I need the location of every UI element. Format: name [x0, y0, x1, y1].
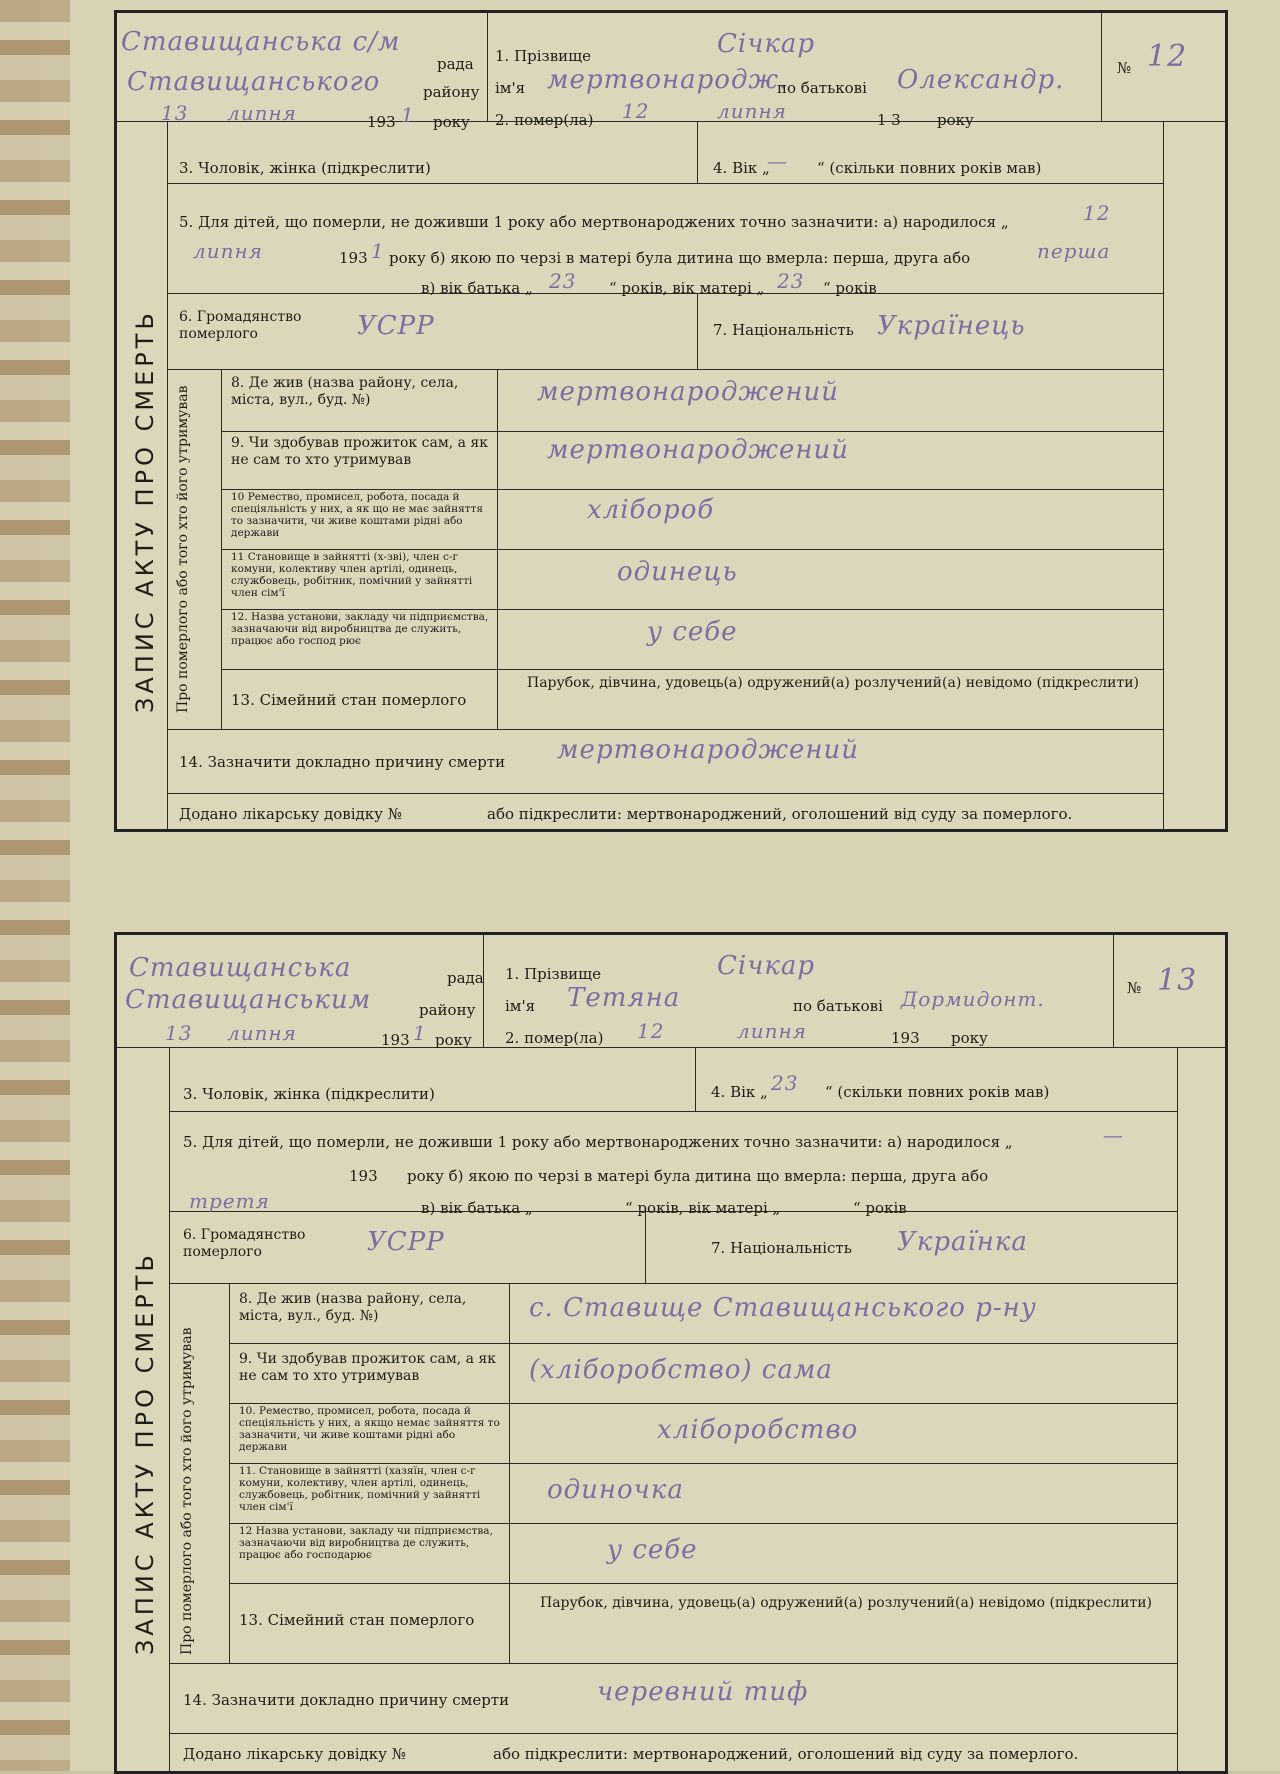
hw-number: 13 [1157, 963, 1198, 998]
patronymic-label: по батькові [793, 997, 883, 1015]
died-year: 193 [891, 1029, 920, 1047]
hw-workplace: у себе [607, 1535, 698, 1565]
hw-date-month: липня [227, 1021, 297, 1045]
field-6: 6. Громадянство померлого [179, 309, 302, 342]
hw-number: 12 [1147, 39, 1188, 74]
field-5-b: 193 [339, 249, 368, 267]
hw5-born: — [1103, 1123, 1124, 1147]
field-14: 14. Зазначити докладно причину смерти [179, 753, 506, 771]
field-11: 11. Становище в зайнятті (хазяїн, член с-г комуни, колективу, член артілі, одинець, службовець, робітник, помічний у зайнятті член сім'ї [239, 1465, 481, 1513]
hw-surname: Січкар [717, 29, 816, 59]
field-12: 12. Назва установи, закладу чи підприємства, зазначаючи від виробництва де служить, працює або господ рює [231, 611, 489, 647]
hw-name: мертвонародж. [547, 65, 789, 95]
hw-rada: Ставищанська с/м [121, 27, 401, 57]
field-3: 3. Чоловік, жінка (підкреслити) [183, 1085, 435, 1103]
hw-died-month: липня [717, 99, 787, 123]
footer-b: або підкреслити: мертвонароджений, оголошений від суду за померлого. [487, 805, 1073, 823]
field-5-b: 193 [349, 1167, 378, 1185]
hw5-mother: 23 [777, 269, 805, 293]
field-4-a: 4. Вік „ [711, 1083, 768, 1101]
hw-citizenship: УСРР [367, 1227, 445, 1257]
hw-age: 23 [771, 1071, 799, 1095]
hw-raion: Ставищанським [125, 985, 372, 1015]
rada-label: рада [437, 55, 474, 73]
side-title: ЗАПИС АКТУ ПРО СМЕРТЬ [131, 1251, 159, 1655]
hw5-month: липня [193, 239, 263, 263]
footer-a: Додано лікарську довідку № [179, 805, 402, 823]
hw-died-day: 12 [622, 99, 650, 123]
field-5-f: “ років [823, 279, 877, 297]
year-prefix: 193 [381, 1031, 410, 1049]
surname-label: 1. Прізвище [505, 965, 602, 983]
name-label: ім'я [505, 997, 536, 1015]
side-subtitle: Про померлого або того хто його утримував [179, 1327, 195, 1655]
died-year-suffix: року [937, 111, 974, 129]
field-7: 7. Національність [711, 1239, 852, 1257]
field-9: 9. Чи здобував прожиток сам, а як не сам то хто утримував [239, 1351, 496, 1384]
hw-date-day: 13 [165, 1021, 193, 1045]
patronymic-label: по батькові [777, 79, 867, 97]
field-13: 13. Сімейний стан померлого [239, 1611, 475, 1629]
hw-residence: с. Ставище Ставищанського р-ну [529, 1293, 1037, 1323]
hw-rada: Ставищанська [129, 953, 352, 983]
hw5-year: 1 [371, 239, 385, 263]
field-4-a: 4. Вік „ [713, 159, 770, 177]
rada-label: рада [447, 969, 484, 987]
hw5-order: перша [1037, 239, 1111, 263]
hw-patronymic: Олександр. [897, 65, 1065, 95]
hw-died-day: 12 [637, 1019, 665, 1043]
hw-year-digit: 1 [401, 103, 415, 127]
number-label: № [1127, 979, 1142, 997]
field-5-d: в) вік батька „ [421, 279, 533, 297]
number-label: № [1117, 59, 1132, 77]
hw-age: — [767, 149, 788, 173]
side-subtitle: Про померлого або того хто його утримував [175, 385, 191, 713]
hw-citizenship: УСРР [357, 311, 435, 341]
hw-surname: Січкар [717, 951, 816, 981]
field-10: 10. Ремество, промисел, робота, посада й спеціяльність у них, а якщо немає зайняття то зазначити, чи живе коштами рідні або держави [239, 1405, 500, 1453]
field-5-d: в) вік батька „ [421, 1199, 533, 1217]
died-label: 2. помер(ла) [495, 111, 594, 129]
year-suffix: року [435, 1031, 472, 1049]
hw-status: одиночка [547, 1475, 684, 1505]
died-label: 2. помер(ла) [505, 1029, 604, 1047]
hw-nationality: Українка [897, 1227, 1028, 1257]
hw-occupation: хліборобство [657, 1415, 859, 1445]
field-5-c: року б) якою по черзі в матері була дитина що вмерла: перша, друга або [407, 1167, 989, 1185]
field-3: 3. Чоловік, жінка (підкреслити) [179, 159, 431, 177]
hw-date-month: липня [227, 101, 297, 125]
field-8: 8. Де жив (назва району, села, міста, вул., буд. №) [239, 1291, 467, 1324]
hw-name: Тетяна [567, 983, 681, 1013]
hw-year-digit: 1 [413, 1021, 427, 1045]
year-prefix: 193 [367, 113, 396, 131]
field-14: 14. Зазначити докладно причину смерти [183, 1691, 510, 1709]
field-5-a: 5. Для дітей, що померли, не доживши 1 року або мертвонароджених точно зазначити: а) народилося „ [183, 1133, 1013, 1151]
hw-livelihood: (хліборобство) сама [529, 1355, 833, 1385]
field-11: 11 Становище в зайнятті (х-зві), член с-г комуни, колективу член артілі, одинець, службовець, робітник, помічний у зайнятті член сім'ї [231, 551, 473, 599]
raion-label: району [419, 1001, 476, 1019]
field-12: 12 Назва установи, закладу чи підприємства, зазначаючи від виробництва де служить, працює або господарює [239, 1525, 493, 1561]
hw5-order: третя [189, 1189, 270, 1213]
year-suffix: року [433, 113, 470, 131]
hw-raion: Ставищанського [127, 67, 381, 97]
hw5-born: 12 [1083, 201, 1111, 225]
hw5-father: 23 [549, 269, 577, 293]
field-5-a: 5. Для дітей, що померли, не доживши 1 року або мертвонароджених точно зазначити: а) народилося „ [179, 213, 1009, 231]
field-5-f: “ років [853, 1199, 907, 1217]
hw-livelihood: мертвонароджений [547, 435, 849, 465]
field-4-b: “ (скільки повних років мав) [817, 159, 1042, 177]
name-label: ім'я [495, 79, 526, 97]
field-5-e: “ років, вік матері „ [625, 1199, 781, 1217]
raion-label: району [423, 83, 480, 101]
hw-died-month: липня [737, 1019, 807, 1043]
field-13: 13. Сімейний стан померлого [231, 691, 467, 709]
field-13-options: Парубок, дівчина, удовець(а) одружений(а) розлучений(а) невідомо (підкреслити) [539, 1595, 1153, 1611]
field-4-b: “ (скільки повних років мав) [825, 1083, 1050, 1101]
died-year-suffix: року [951, 1029, 988, 1047]
field-10: 10 Ремество, промисел, робота, посада й спеціяльність у них, а як що не має зайняття то зазначити, чи живе коштами рідні або держави [231, 491, 484, 539]
hw-workplace: у себе [647, 617, 738, 647]
hw-nationality: Українець [877, 311, 1026, 341]
torn-edge [0, 0, 70, 1771]
record-2 [114, 932, 1228, 1774]
field-8: 8. Де жив (назва району, села, міста, вул., буд. №) [231, 375, 459, 408]
hw-cause: мертвонароджений [557, 735, 859, 765]
footer-a: Додано лікарську довідку № [183, 1745, 406, 1763]
footer-b: або підкреслити: мертвонароджений, оголошений від суду за померлого. [493, 1745, 1079, 1763]
hw-residence: мертвонароджений [537, 377, 839, 407]
record-1 [114, 10, 1228, 832]
hw-occupation: хлібороб [587, 495, 715, 525]
hw-date-day: 13 [161, 101, 189, 125]
field-5-c: року б) якою по черзі в матері була дитина що вмерла: перша, друга або [389, 249, 971, 267]
hw-cause: черевний тиф [597, 1677, 809, 1707]
died-year: 1 3 [877, 111, 901, 129]
field-13-options: Парубок, дівчина, удовець(а) одружений(а) розлучений(а) невідомо (підкреслити) [526, 675, 1140, 691]
field-9: 9. Чи здобував прожиток сам, а як не сам то хто утримував [231, 435, 488, 468]
side-title: ЗАПИС АКТУ ПРО СМЕРТЬ [131, 309, 159, 713]
field-7: 7. Національність [713, 321, 854, 339]
hw-patronymic: Дормидонт. [901, 987, 1045, 1011]
hw-status: одинець [617, 557, 738, 587]
field-5-e: “ років, вік матері „ [609, 279, 765, 297]
surname-label: 1. Прізвище [495, 47, 592, 65]
field-6: 6. Громадянство померлого [183, 1227, 306, 1260]
